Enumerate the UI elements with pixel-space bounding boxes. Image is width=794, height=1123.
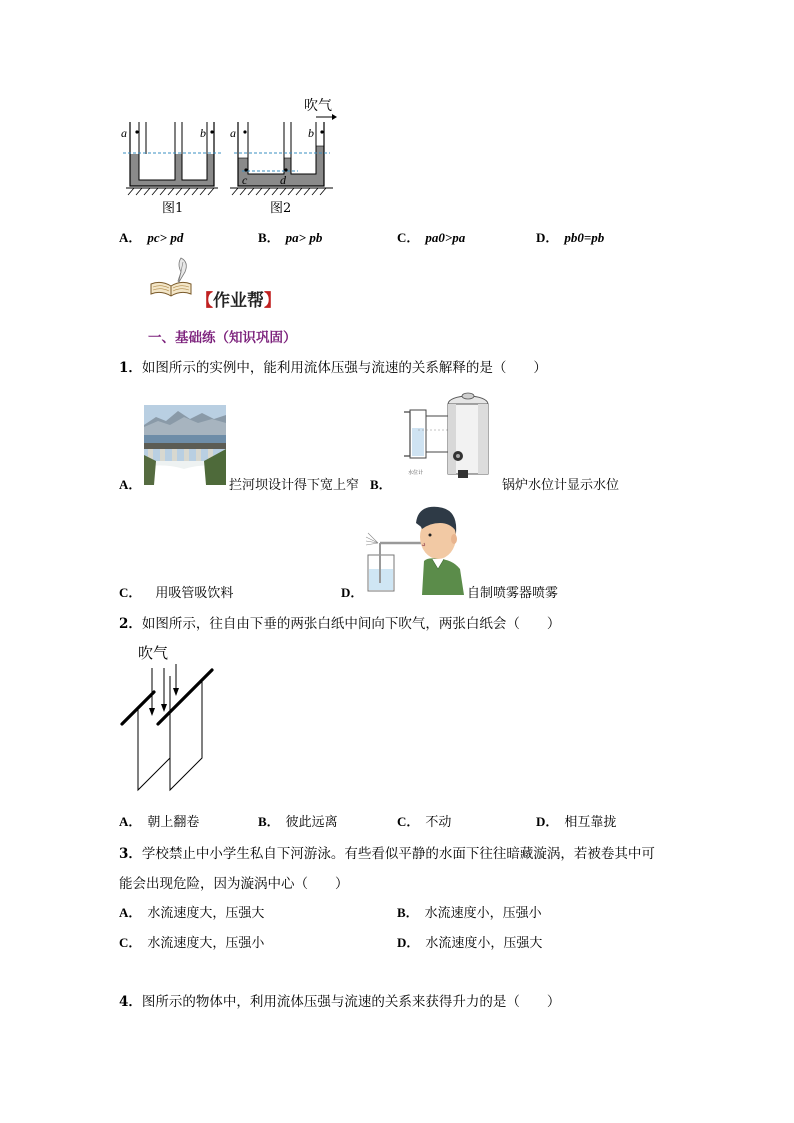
caption-fig1: 图1 [162, 201, 184, 216]
q3-stem-line1: 3．学校禁止中小学生私自下河游泳。有些看似平静的水面下往往暗藏漩涡，若被卷其中可 [119, 846, 655, 862]
caption-fig2: 图2 [270, 201, 292, 216]
label-b2: b [308, 126, 314, 140]
q3-stem-line2: 能会出现危险，因为漩涡中心（ ） [119, 876, 349, 892]
q2-option-b[interactable]: B． 彼此远离 [258, 814, 338, 830]
label-b1: b [200, 126, 206, 140]
prev-option-c[interactable]: C． pa0>pa [397, 230, 466, 245]
q3-option-d[interactable]: D． 水流速度小，压强大 [397, 935, 543, 951]
label-a2: a [230, 126, 236, 140]
q2-option-d[interactable]: D． 相互靠拢 [536, 814, 617, 830]
q3-option-b[interactable]: B． 水流速度小，压强小 [397, 905, 542, 921]
q1-option-a-text[interactable]: 拦河坝设计得下宽上窄 [229, 478, 360, 493]
homework-title: 【作业帮】 [196, 291, 281, 311]
label-a1: a [121, 126, 127, 140]
q4-stem: 4．图所示的物体中，利用流体压强与流速的关系来获得升力的是（ ） [119, 994, 561, 1010]
u-tube-figure [118, 92, 348, 216]
section-title: 一、基础练（知识巩固） [148, 330, 297, 346]
q1-option-a-letter[interactable]: A． [119, 477, 142, 492]
q1-option-c[interactable]: C． 用吸管吸饮料 [119, 585, 234, 601]
sprayer-boy-figure [364, 503, 464, 595]
blow-label-top: 吹气 [304, 98, 332, 114]
q3-option-c[interactable]: C． 水流速度大，压强小 [119, 935, 265, 951]
label-d: d [280, 173, 286, 187]
q1-option-d-letter[interactable]: D． [341, 585, 364, 600]
prev-option-b[interactable]: B． pa> pb [258, 230, 323, 245]
q2-blow-label: 吹气 [138, 644, 169, 662]
dam-photo [144, 405, 226, 485]
q2-stem: 2．如图所示，往自由下垂的两张白纸中间向下吹气，两张白纸会（ ） [119, 616, 561, 632]
q2-option-a[interactable]: A． 朝上翻卷 [119, 814, 200, 830]
q1-stem: 1．如图所示的实例中，能利用流体压强与流速的关系解释的是（ ） [119, 360, 547, 376]
prev-option-d[interactable]: D． pb0=pb [536, 230, 605, 245]
paper-blow-figure [118, 640, 228, 800]
q2-option-c[interactable]: C． 不动 [397, 814, 452, 830]
label-c: c [242, 173, 248, 187]
q1-option-b-text[interactable]: 锅炉水位计显示水位 [502, 478, 620, 493]
q3-option-a[interactable]: A． 水流速度大，压强大 [119, 905, 265, 921]
gauge-label: 水位计 [408, 470, 424, 476]
q1-option-b-letter[interactable]: B． [370, 477, 392, 492]
boiler-gauge-figure [398, 390, 494, 486]
book-quill-icon [147, 254, 195, 302]
q1-option-d-text[interactable]: 自制喷雾器喷雾 [467, 586, 559, 601]
prev-option-a[interactable]: A． pc> pd [119, 230, 184, 245]
